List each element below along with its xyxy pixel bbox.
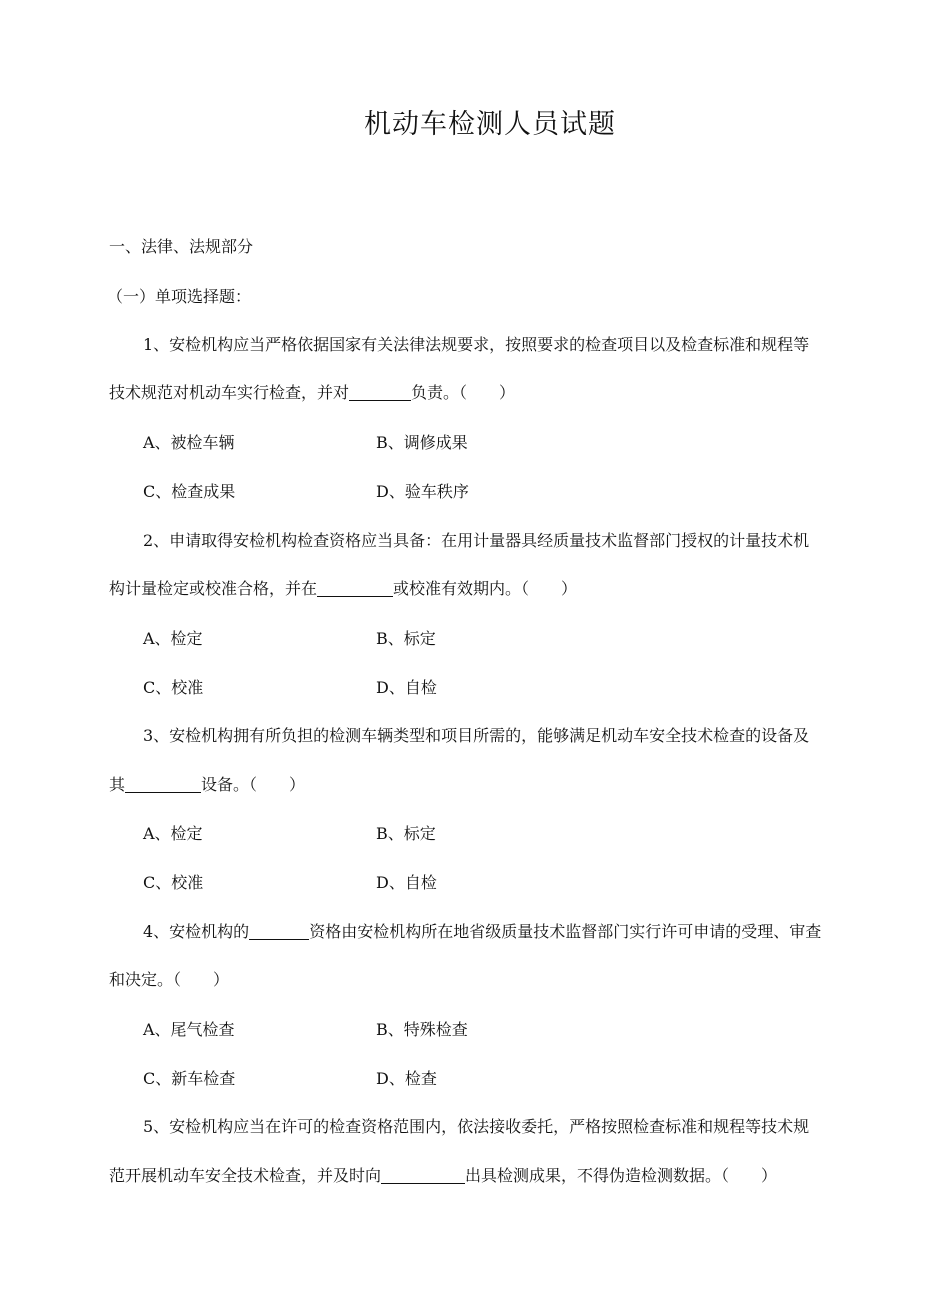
question-1-option-c: C、检查成果 xyxy=(143,482,236,501)
question-5-line-2 xyxy=(109,1165,777,1187)
question-4-option-c: C、新车检查 xyxy=(143,1069,236,1088)
question-1-text-before-blank: 技术规范对机动车实行检查，并对 xyxy=(109,383,350,402)
question-2-option-b: B、标定 xyxy=(376,629,436,648)
question-1-line-2 xyxy=(109,382,515,404)
question-2-line-2 xyxy=(109,578,577,600)
question-3-option-b: B、标定 xyxy=(376,824,436,843)
question-1-option-b: B、调修成果 xyxy=(376,433,468,452)
question-4-option-a: A、尾气检查 xyxy=(143,1020,235,1039)
question-2-option-c: C、校准 xyxy=(143,678,204,697)
question-2-line-1: 2、申请取得安检机构检查资格应当具备：在用计量器具经质量技术监督部门授权的计量技术机 xyxy=(143,531,810,550)
question-4-option-b: B、特殊检查 xyxy=(376,1020,468,1039)
question-4-text-after-blank: 资格由安检机构所在地省级质量技术监督部门实行许可申请的受理、审查 xyxy=(309,922,822,941)
question-5-text-before-blank: 范开展机动车安全技术检查，并及时向 xyxy=(109,1166,382,1185)
question-5-line-1: 5、安检机构应当在许可的检查资格范围内，依法接收委托，严格按照检查标准和规程等技术规 xyxy=(143,1117,810,1136)
question-3-line-1: 3、安检机构拥有所负担的检测车辆类型和项目所需的，能够满足机动车安全技术检查的设备及 xyxy=(143,726,810,745)
subsection-heading: （一）单项选择题： xyxy=(107,287,252,306)
section-heading: 一、法律、法规部分 xyxy=(109,237,254,256)
document-title: 机动车检测人员试题 xyxy=(364,109,616,140)
question-3-option-a: A、检定 xyxy=(143,824,203,843)
question-2-option-d: D、自检 xyxy=(376,678,437,697)
question-1-answer-blank xyxy=(349,384,411,401)
question-1-option-d: D、验车秩序 xyxy=(376,482,469,501)
question-2-text-before-blank: 构计量检定或校准合格，并在 xyxy=(109,579,318,598)
question-3-answer-blank xyxy=(125,776,201,793)
question-2-answer-blank xyxy=(317,580,393,597)
question-4-answer-blank xyxy=(249,923,309,940)
question-1-text-after-blank: 负责。（ ） xyxy=(411,383,516,402)
question-4-option-d: D、检查 xyxy=(376,1069,437,1088)
question-3-option-d: D、自检 xyxy=(376,873,437,892)
question-3-text-after-blank: 设备。（ ） xyxy=(201,775,306,794)
question-4-line-1 xyxy=(143,921,821,943)
question-2-text-after-blank: 或校准有效期内。（ ） xyxy=(393,579,578,598)
question-4-text-before-blank: 4、安检机构的 xyxy=(143,922,250,941)
question-3-text-before-blank: 其 xyxy=(109,775,126,794)
question-3-line-2 xyxy=(109,774,305,796)
question-5-answer-blank xyxy=(381,1167,465,1184)
question-5-text-after-blank: 出具检测成果，不得伪造检测数据。（ ） xyxy=(465,1166,778,1185)
question-1-option-a: A、被检车辆 xyxy=(143,433,235,452)
question-4-line-2: 和决定。（ ） xyxy=(109,970,230,989)
question-1-line-1: 1、安检机构应当严格依据国家有关法律法规要求，按照要求的检查项目以及检查标准和规程等 xyxy=(143,335,810,354)
question-3-option-c: C、校准 xyxy=(143,873,204,892)
question-2-option-a: A、检定 xyxy=(143,629,203,648)
